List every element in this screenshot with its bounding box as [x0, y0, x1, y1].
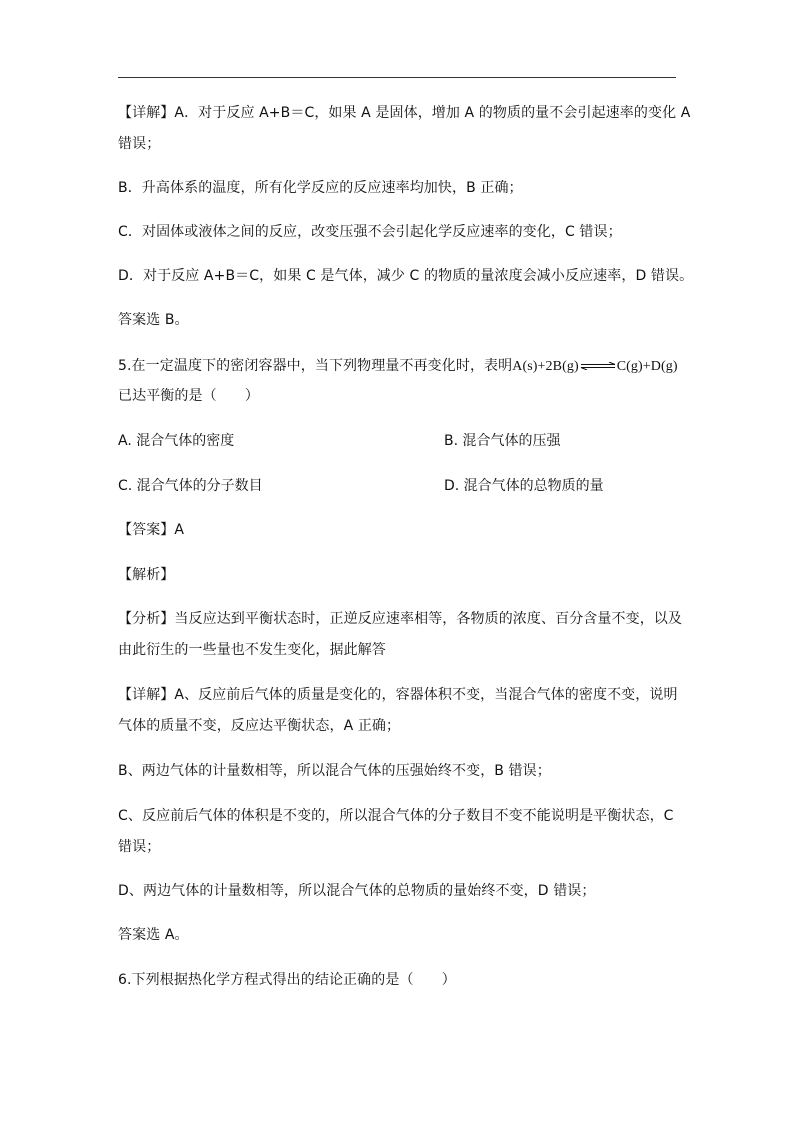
- q5-option-c: C. 混合气体的分子数目: [118, 478, 263, 494]
- q5-products: C(g)+D(g): [616, 359, 678, 374]
- q5-option-a: A. 混合气体的密度: [118, 433, 235, 449]
- detail-a-line2: 错误；: [118, 136, 161, 152]
- q5-analysis-line1: 【分析】当反应达到平衡状态时，正逆反应速率相等，各物质的浓度、百分含量不变，以及: [118, 611, 682, 627]
- q5-analysis-line2: 由此衍生的一些量也不发生变化，据此解答: [118, 642, 386, 658]
- detail-b: B．升高体系的温度，所有化学反应的反应速率均加快，B 正确；: [118, 180, 523, 196]
- q5-stem-line2: 已达平衡的是（ ）: [118, 388, 259, 404]
- detail-a-line1: 【详解】A．对于反应 A+B＝C，如果 A 是固体，增加 A 的物质的量不会引起速率的变化 A: [118, 105, 691, 121]
- q5-option-b: B. 混合气体的压强: [444, 433, 561, 449]
- q5-option-d: D. 混合气体的总物质的量: [444, 478, 604, 494]
- q5-reactants: A(s)+2B(g): [512, 359, 579, 374]
- q5-detail-c-line2: 错误；: [118, 839, 161, 855]
- detail-c: C．对固体或液体之间的反应，改变压强不会引起化学反应速率的变化，C 错误；: [118, 224, 622, 240]
- q5-detail-c-line1: C、反应前后气体的体积是不变的，所以混合气体的分子数目不变不能说明是平衡状态，C: [118, 808, 674, 824]
- q5-stem-line1: [118, 356, 684, 377]
- reversible-arrow-icon: [580, 362, 616, 370]
- detail-d: D．对于反应 A+B＝C，如果 C 是气体，减少 C 的物质的量浓度会减小反应速率，D 错误。: [118, 268, 694, 284]
- q5-detail-d: D、两边气体的计量数相等，所以混合气体的总物质的量始终不变，D 错误；: [118, 883, 596, 899]
- header-divider: [118, 77, 676, 78]
- q5-stem-prefix: 5.在一定温度下的密闭容器中，当下列物理量不再变化时，表明: [118, 358, 513, 374]
- q5-answer: 【答案】A: [118, 522, 185, 538]
- q6-stem: 6.下列根据热化学方程式得出的结论正确的是（ ）: [118, 972, 456, 988]
- q5-detail-line2: 气体的质量不变，反应达平衡状态，A 正确；: [118, 718, 401, 734]
- q5-detail-b: B、两边气体的计量数相等，所以混合气体的压强始终不变，B 错误；: [118, 763, 551, 779]
- q5-analysis-title: 【解析】: [118, 567, 175, 583]
- q5-final-answer: 答案选 A。: [118, 927, 189, 943]
- answer-q4: 答案选 B。: [118, 312, 189, 328]
- q5-detail-line1: 【详解】A、反应前后气体的质量是变化的，容器体积不变，当混合气体的密度不变，说明: [118, 687, 678, 703]
